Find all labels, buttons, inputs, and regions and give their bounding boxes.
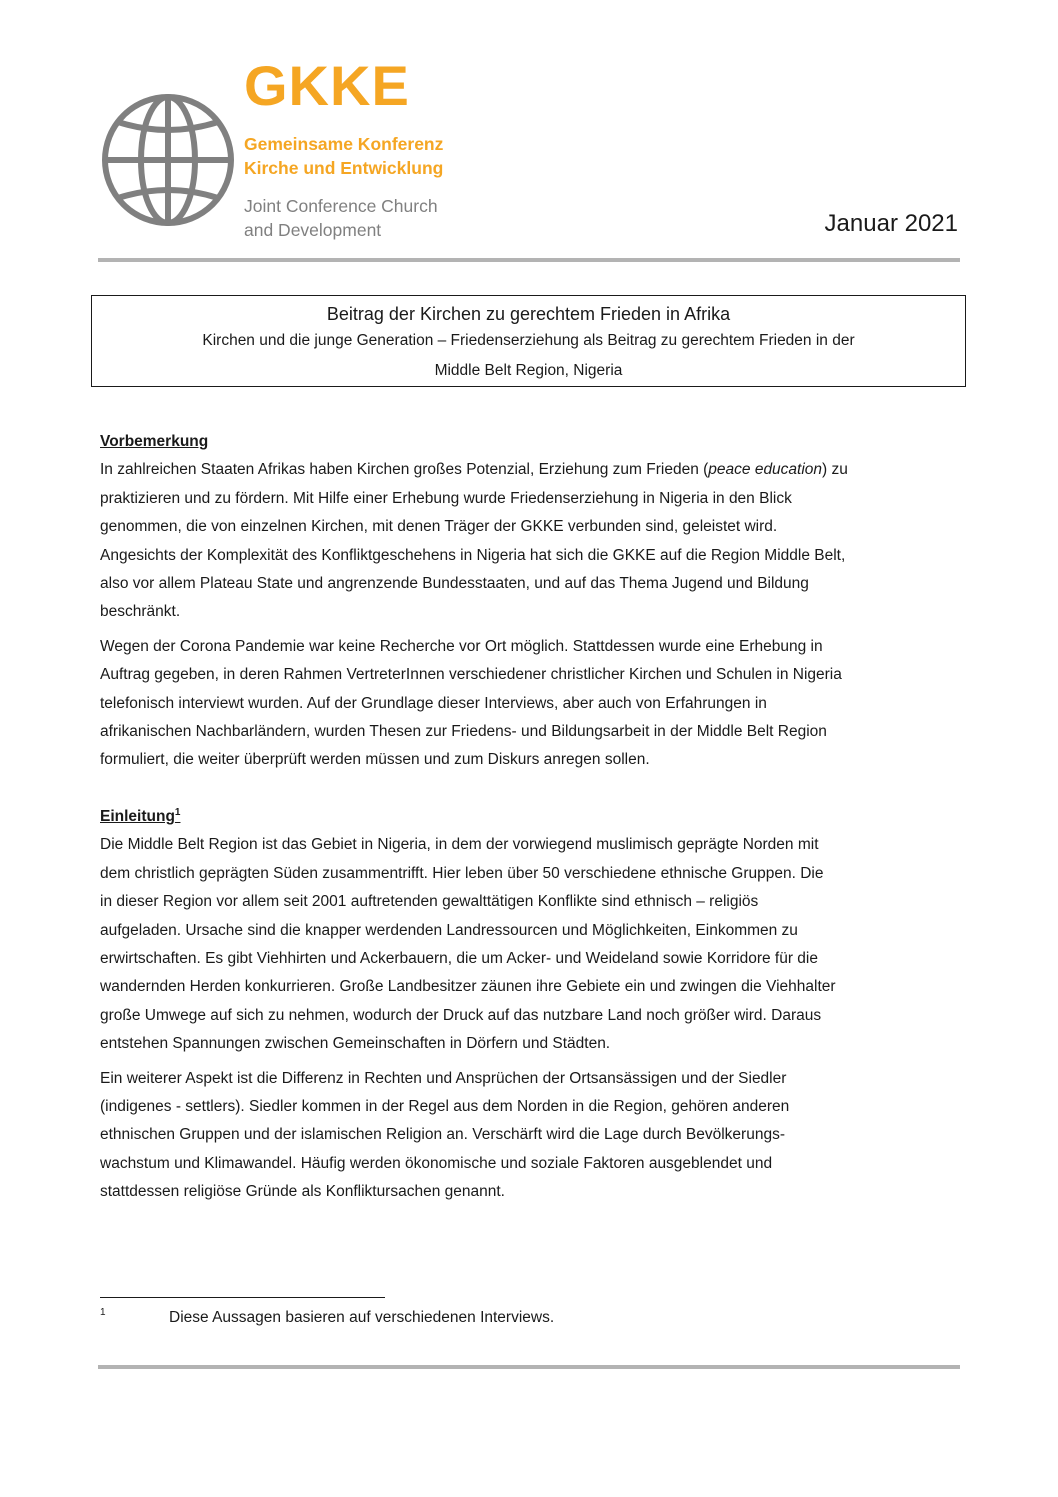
document-subtitle-line: Middle Belt Region, Nigeria xyxy=(434,362,623,379)
footer-divider xyxy=(98,1365,960,1369)
paragraph xyxy=(100,1065,960,1207)
header-divider xyxy=(98,258,960,262)
paragraph-line: Ein weiterer Aspekt ist die Differenz in Rechten und Ansprüchen der Ortsansässigen und der Siedler xyxy=(100,1069,787,1087)
paragraph-line: ethnischen Gruppen und der islamischen Religion an. Verschärft wird die Lage durch Bevölkerungs- xyxy=(100,1126,785,1144)
document-body xyxy=(100,428,960,1213)
paragraph-line: erwirtschaften. Es gibt Viehhirten und Ackerbauern, die um Acker- und Weideland sowie Korridore für die xyxy=(100,949,818,967)
brand-name-german-line: Gemeinsame Konferenz xyxy=(244,134,444,154)
section-heading-text: Einleitung xyxy=(100,807,175,825)
brand-name-german xyxy=(244,132,443,180)
paragraph-line: große Umwege auf sich zu nehmen, wodurch der Druck auf das nutzbare Land noch größer wird. Daraus xyxy=(100,1006,822,1024)
title-box xyxy=(91,295,966,387)
brand-name-english xyxy=(244,194,438,242)
brand-name: GKKE xyxy=(244,54,410,117)
paragraph-line: genommen, die von einzelnen Kirchen, mit denen Träger der GKKE verbunden sind, geleistet wird. xyxy=(100,518,778,536)
paragraph-line: Wegen der Corona Pandemie war keine Recherche vor Ort möglich. Stattdessen wurde eine Erhebung in xyxy=(100,637,823,655)
footnote-text: Diese Aussagen basieren auf verschiedenen Interviews. xyxy=(169,1309,555,1326)
section-heading-vorbemerkung: Vorbemerkung xyxy=(100,433,209,450)
section-spacer xyxy=(100,781,960,803)
paragraph-line: afrikanischen Nachbarländern, wurden Thesen zur Friedens- und Bildungsarbeit in der Middle Belt Region xyxy=(100,723,827,741)
text-run: ) zu xyxy=(822,461,848,479)
paragraph-line: wandernden Herden konkurrieren. Große Landbesitzer zäunen ihre Gebiete ein und zwingen die Viehhalter xyxy=(100,978,836,996)
paragraph-line: wachstum und Klimawandel. Häufig werden ökonomische und soziale Faktoren ausgeblendet und xyxy=(100,1154,773,1172)
paragraph xyxy=(100,831,960,1058)
paragraph-line: (indigenes - settlers). Siedler kommen in der Regel aus dem Norden in die Region, gehören anderen xyxy=(100,1097,790,1115)
footnote-divider xyxy=(100,1297,385,1298)
paragraph-line: Angesichts der Komplexität des Konfliktgeschehens in Nigeria hat sich die GKKE auf die Region Middle Belt, xyxy=(100,546,846,564)
footnote-reference[interactable]: 1 xyxy=(174,806,181,818)
globe-icon xyxy=(100,92,236,228)
document-title: Beitrag der Kirchen zu gerechtem Frieden in Afrika xyxy=(326,304,731,324)
paragraph-line: telefonisch interviewt wurden. Auf der Grundlage dieser Interviews, aber auch von Erfahrungen in xyxy=(100,694,767,712)
paragraph-line: Die Middle Belt Region ist das Gebiet in Nigeria, in dem der vorwiegend muslimisch geprägte Norden mit xyxy=(100,836,819,854)
brand-name-english-line: and Development xyxy=(244,220,382,240)
paragraph-line: entstehen Spannungen zwischen Gemeinschaften in Dörfern und Städten. xyxy=(100,1035,611,1053)
brand-name-german-line: Kirche und Entwicklung xyxy=(244,158,444,178)
paragraph-line: dem christlich geprägten Süden zusammentrifft. Hier leben über 50 verschiedene ethnische Gruppen. Die xyxy=(100,864,824,882)
paragraph-line: also vor allem Plateau State und angrenzende Bundesstaaten, und auf das Thema Jugend und Bildung xyxy=(100,575,809,593)
paragraph-line: praktizieren und zu fördern. Mit Hilfe einer Erhebung wurde Friedenserziehung in Nigeria in den Blick xyxy=(100,489,792,507)
emphasis-text: peace education xyxy=(708,461,823,479)
footnote-number: 1 xyxy=(100,1307,106,1318)
document-subtitle-line: Kirchen und die junge Generation – Friedenserziehung als Beitrag zu gerechtem Frieden in der xyxy=(202,332,855,349)
paragraph xyxy=(100,633,960,775)
document-subtitle xyxy=(92,326,965,386)
section-heading-einleitung xyxy=(100,803,960,831)
paragraph-line: formuliert, die weiter überprüft werden müssen und zum Diskurs anregen sollen. xyxy=(100,751,650,769)
paragraph-line xyxy=(100,456,960,484)
document-date: Januar 2021 xyxy=(824,210,958,237)
paragraph-line: beschränkt. xyxy=(100,603,181,621)
brand-name-english-line: Joint Conference Church xyxy=(244,196,438,216)
paragraph-line: stattdessen religiöse Gründe als Konfliktursachen genannt. xyxy=(100,1183,505,1201)
paragraph-line: aufgeladen. Ursache sind die knapper werdenden Landressourcen und Möglichkeiten, Einkommen zu xyxy=(100,921,798,939)
paragraph xyxy=(100,456,960,626)
paragraph-line: in dieser Region vor allem seit 2001 auftretenden gewalttätigen Konflikte sind ethnisch – religiös xyxy=(100,893,759,911)
paragraph-line: Auftrag gegeben, in deren Rahmen VertreterInnen verschiedener christlicher Kirchen und Schulen in Nigeria xyxy=(100,666,842,684)
text-run: In zahlreichen Staaten Afrikas haben Kirchen großes Potenzial, Erziehung zum Frieden ( xyxy=(100,461,709,479)
